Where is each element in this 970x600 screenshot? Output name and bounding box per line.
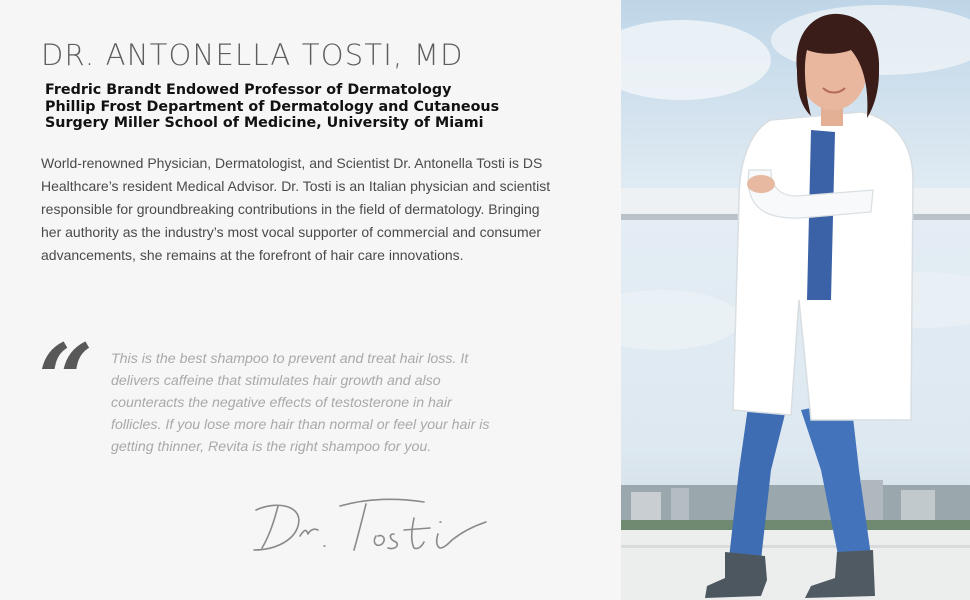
title-line: Surgery Miller School of Medicine, University of Miami bbox=[45, 115, 484, 131]
doctor-bio: World-renowned Physician, Dermatologist, and Scientist Dr. Antonella Tosti is DS Healthcare’s resident Medical Advisor. Dr. Tosti is an Italian physician and scientist responsible for groundbreaking contributions in the field of dermatology. Bringing her authority as the industry’s most vocal supporter of commercial and consumer advancements, she remains at the forefront of hair care innovations. bbox=[41, 155, 551, 263]
doctor-titles bbox=[45, 82, 499, 132]
doctor-name: DR. ANTONELLA TOSTI, MD bbox=[41, 38, 464, 72]
testimonial-quote: This is the best shampoo to prevent and treat hair loss. It delivers caffeine that stimulates hair growth and also counteracts the negative effects of testosterone in hair follicles. If you lose more hair than normal or feel your hair is getting thinner, Revita is the right shampoo for you. bbox=[111, 351, 490, 455]
title-line: Fredric Brandt Endowed Professor of Dermatology bbox=[45, 82, 452, 98]
doctor-photo-illustration bbox=[621, 0, 970, 600]
doctor-photo bbox=[621, 0, 970, 600]
title-line: Phillip Frost Department of Dermatology and Cutaneous bbox=[45, 98, 500, 115]
signature bbox=[248, 492, 493, 558]
quote-mark-icon: “ bbox=[38, 323, 94, 436]
